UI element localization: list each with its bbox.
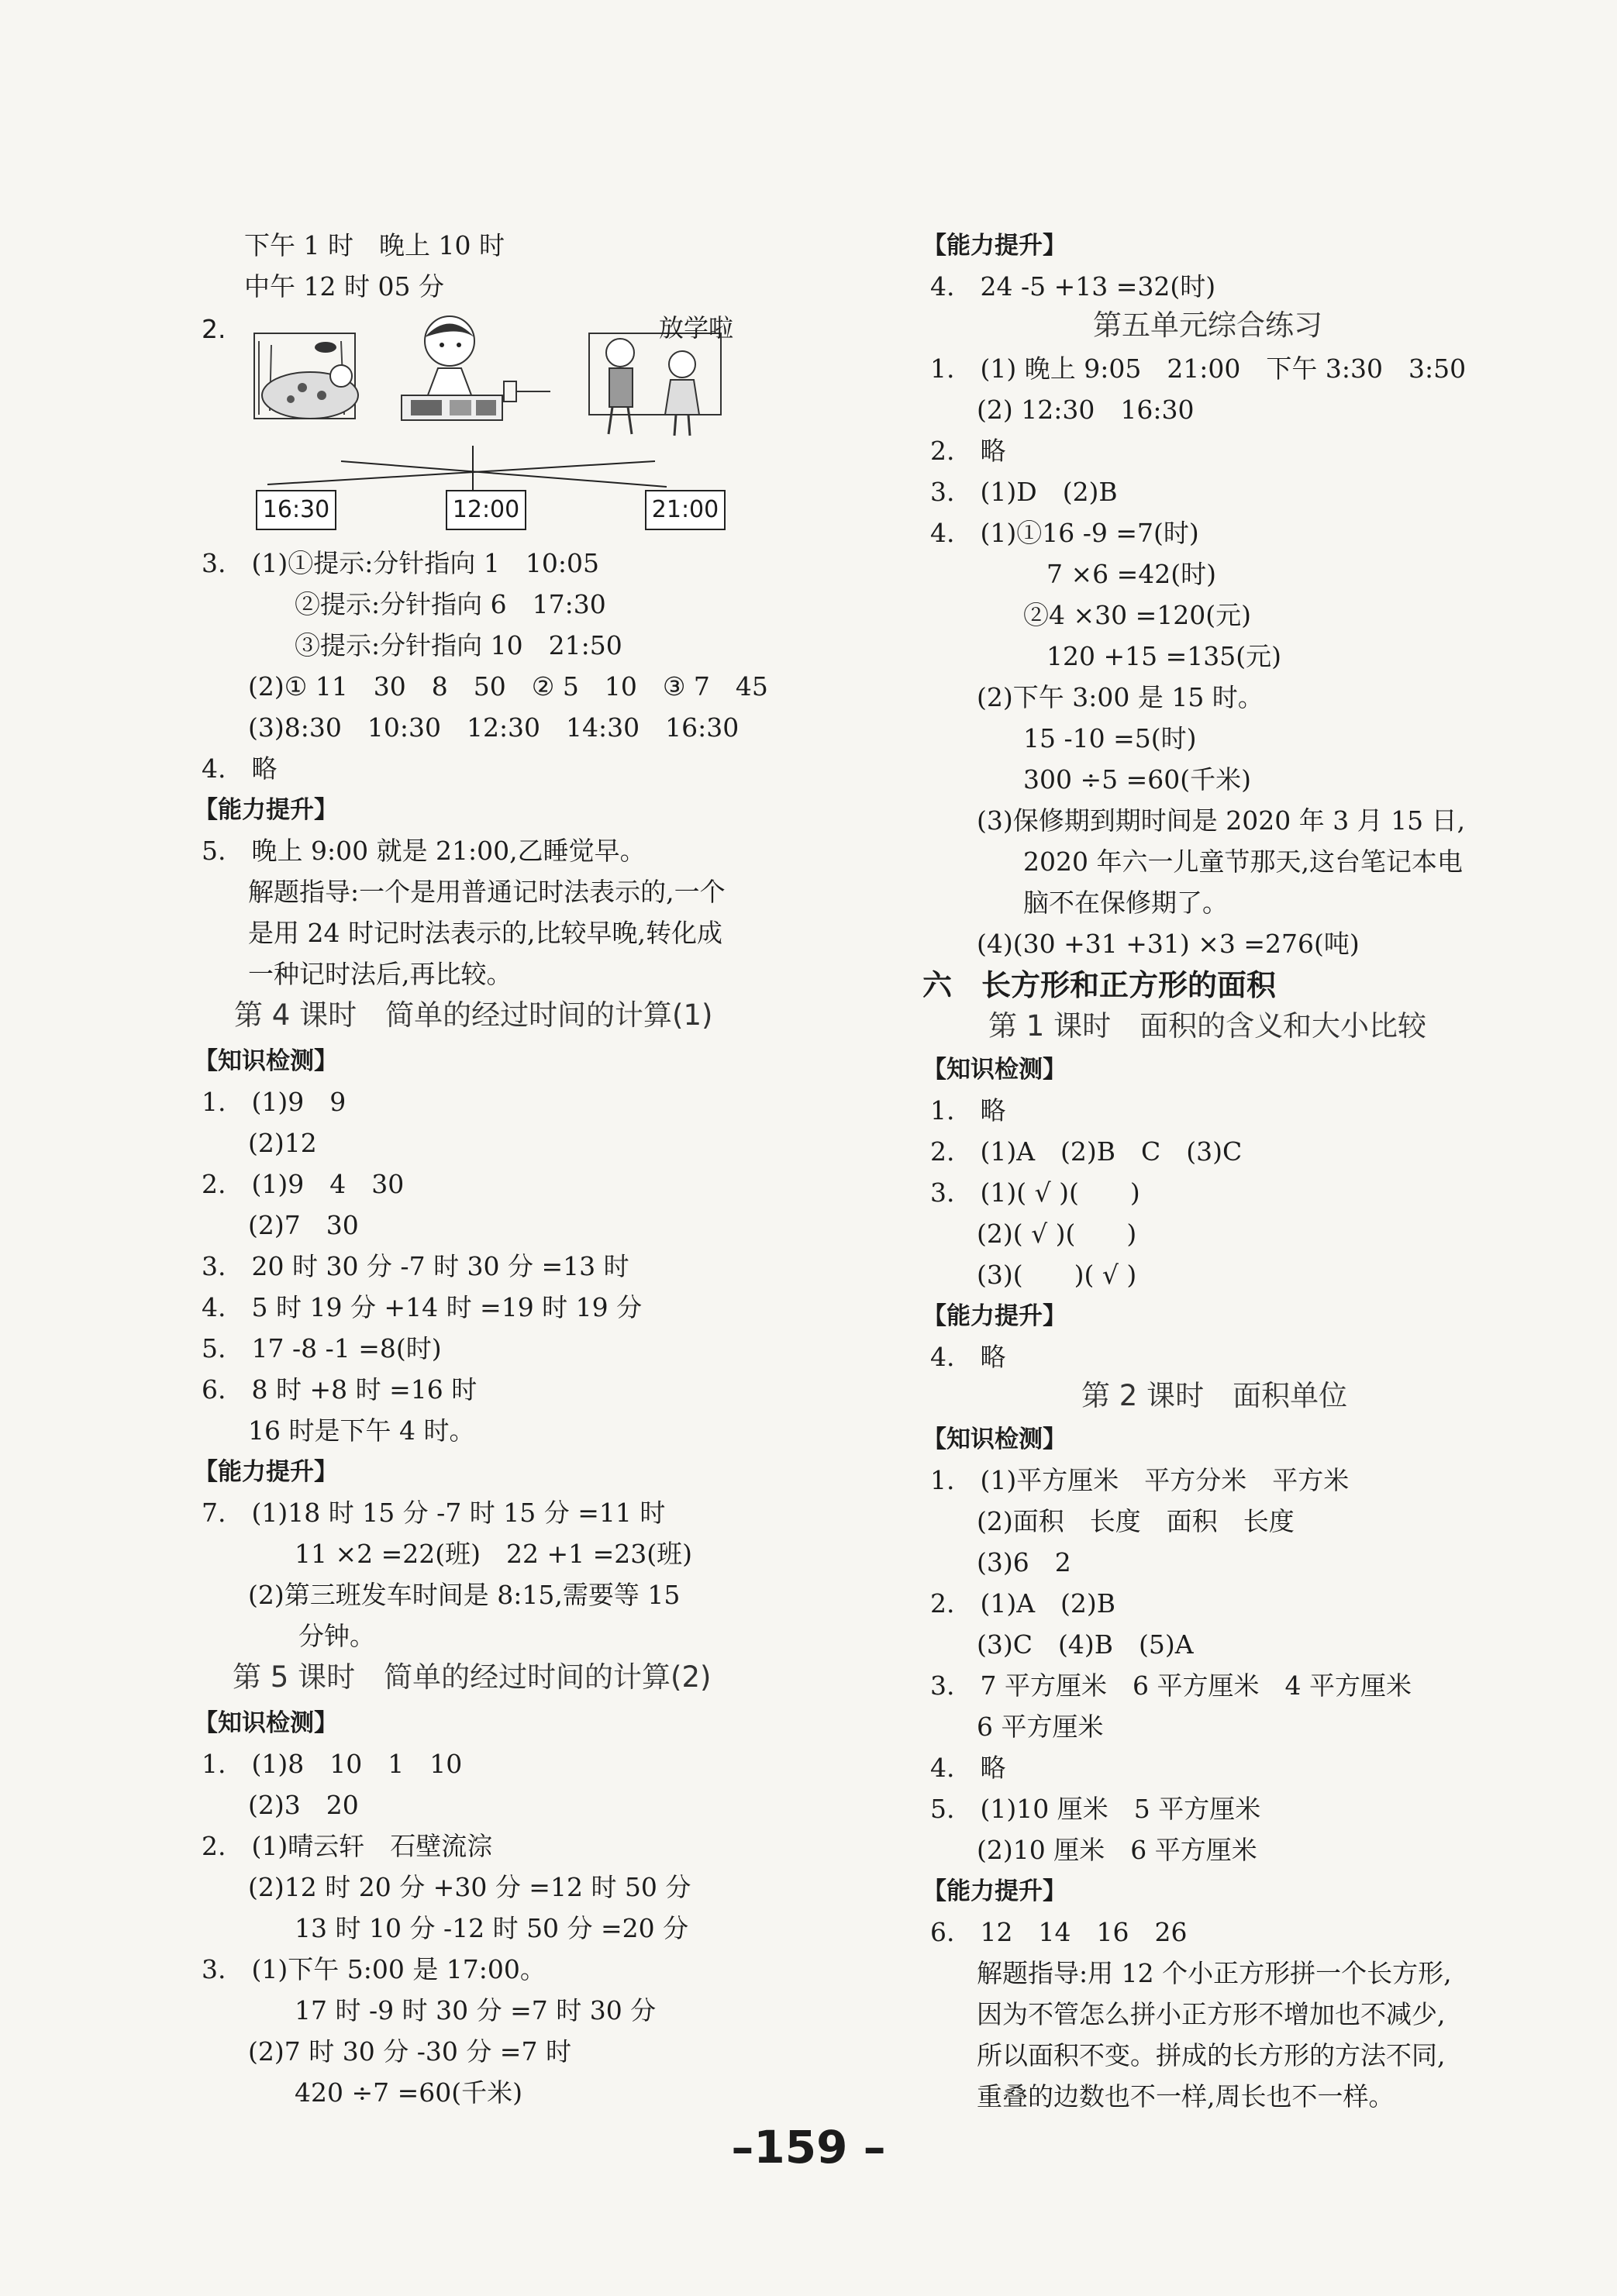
answer-line: (2)7 时 30 分 -30 分 =7 时 xyxy=(248,2036,571,2067)
time-box: 12:00 xyxy=(446,490,526,530)
answer-line: (4)(30 +31 +31) ×3 =276(吨) xyxy=(977,929,1360,959)
lesson-subheading: 第五单元综合练习 xyxy=(1093,309,1322,342)
answer-line: 4. 略 xyxy=(930,1342,1006,1372)
answer-line: 解题指导:一个是用普通记时法表示的,一个 xyxy=(248,877,726,907)
answer-line: 13 时 10 分 -12 时 50 分 =20 分 xyxy=(295,1913,689,1943)
answer-line: 5. 17 -8 -1 =8(时) xyxy=(202,1333,442,1363)
section-tag: 【能力提升】 xyxy=(922,232,1067,260)
lesson-subheading: 第 1 课时 面积的含义和大小比较 xyxy=(988,1009,1427,1043)
answer-line: 重叠的边数也不一样,周长也不一样。 xyxy=(977,2081,1395,2112)
answer-line: (2)12 xyxy=(248,1128,317,1158)
answer-line: 2020 年六一儿童节那天,这台笔记本电 xyxy=(1023,846,1463,877)
answer-line: 脑不在保修期了。 xyxy=(1023,888,1228,918)
answer-line: 是用 24 时记时法表示的,比较早晚,转化成 xyxy=(248,918,722,948)
answer-line: 3. 20 时 30 分 -7 时 30 分 =13 时 xyxy=(202,1251,629,1281)
answer-line: 4. 略 xyxy=(202,753,278,784)
answer-line: (2)3 20 xyxy=(248,1790,359,1820)
answer-line: 因为不管怎么拼小正方形不增加也不减少, xyxy=(977,1999,1446,2029)
section-tag: 【知识检测】 xyxy=(194,1709,338,1737)
answer-line: 3. (1)( √ )( ) xyxy=(930,1177,1140,1208)
answer-line: 4. 5 时 19 分 +14 时 =19 时 19 分 xyxy=(202,1292,643,1322)
answer-line: (2)① 11 30 8 50 ② 5 10 ③ 7 45 xyxy=(248,671,768,702)
answer-line: 4. 24 -5 +13 =32(时) xyxy=(930,271,1216,302)
time-box: 16:30 xyxy=(256,490,336,530)
answer-line: 4. 略 xyxy=(930,1753,1006,1783)
speech-bubble-text: 放学啦 xyxy=(659,313,734,343)
answer-line: (2)下午 3:00 是 15 时。 xyxy=(977,682,1264,712)
answer-line: (3)保修期到期时间是 2020 年 3 月 15 日, xyxy=(977,805,1466,836)
answer-line: 6. 8 时 +8 时 =16 时 xyxy=(202,1374,478,1405)
answer-line: (3)6 2 xyxy=(977,1547,1071,1577)
answer-line: 所以面积不变。拼成的长方形的方法不同, xyxy=(977,2040,1446,2070)
section-tag: 【知识检测】 xyxy=(922,1056,1067,1084)
section-tag: 【能力提升】 xyxy=(922,1877,1067,1905)
answer-line: 下午 1 时 晚上 10 时 xyxy=(244,230,505,260)
answer-line: 2. (1)9 4 30 xyxy=(202,1169,405,1199)
lesson-subheading: 第 4 课时 简单的经过时间的计算(1) xyxy=(234,998,713,1032)
question-number: 2. xyxy=(202,314,226,344)
answer-line: 300 ÷5 =60(千米) xyxy=(1023,764,1252,795)
after-school-children-picture xyxy=(589,333,721,436)
section-tag: 【知识检测】 xyxy=(922,1426,1067,1453)
answer-line: ②4 ×30 =120(元) xyxy=(1023,600,1252,630)
answer-line: 2. (1)晴云轩 石壁流淙 xyxy=(202,1831,493,1861)
lesson-subheading: 第 5 课时 简单的经过时间的计算(2) xyxy=(233,1660,712,1694)
answer-line: 6 平方厘米 xyxy=(977,1712,1104,1742)
answer-line: 5. 晚上 9:00 就是 21:00,乙睡觉早。 xyxy=(202,836,646,866)
answer-line: ③提示:分针指向 10 21:50 xyxy=(295,630,622,660)
answer-line: 15 -10 =5(时) xyxy=(1023,723,1197,753)
answer-line: 7. (1)18 时 15 分 -7 时 15 分 =11 时 xyxy=(202,1498,666,1528)
answer-line: 11 ×2 =22(班) 22 +1 =23(班) xyxy=(295,1539,693,1569)
answer-line: 3. 7 平方厘米 6 平方厘米 4 平方厘米 xyxy=(930,1670,1412,1701)
section-tag: 【能力提升】 xyxy=(194,1458,338,1486)
answer-line: 17 时 -9 时 30 分 =7 时 30 分 xyxy=(295,1995,657,2025)
answer-line: (2) 12:30 16:30 xyxy=(977,395,1195,425)
answer-line: 2. (1)A (2)B C (3)C xyxy=(930,1136,1243,1167)
section-tag: 【能力提升】 xyxy=(922,1302,1067,1330)
answer-line: 16 时是下午 4 时。 xyxy=(248,1415,475,1446)
answer-line: (2)7 30 xyxy=(248,1210,359,1240)
answer-line: 7 ×6 =42(时) xyxy=(1046,559,1217,589)
answer-line: (2)10 厘米 6 平方厘米 xyxy=(977,1835,1257,1865)
answer-line: (2)( √ )( ) xyxy=(977,1219,1137,1249)
answer-line: 4. (1)①16 -9 =7(时) xyxy=(930,518,1199,548)
answer-line: 一种记时法后,再比较。 xyxy=(248,959,512,989)
answer-line: 3. (1)①提示:分针指向 1 10:05 xyxy=(202,548,599,578)
eating-child-picture xyxy=(402,316,550,420)
answer-line: 1. (1)9 9 xyxy=(202,1087,346,1117)
answer-line: 2. 略 xyxy=(930,436,1006,466)
time-box: 21:00 xyxy=(645,490,726,530)
answer-line: (2)第三班发车时间是 8:15,需要等 15 xyxy=(248,1580,681,1610)
matching-lines xyxy=(267,446,667,490)
answer-line: 中午 12 时 05 分 xyxy=(244,271,444,302)
answer-line: (3)8:30 10:30 12:30 14:30 16:30 xyxy=(248,712,740,743)
answer-line: ②提示:分针指向 6 17:30 xyxy=(295,589,606,619)
sleeping-child-picture xyxy=(254,333,358,419)
unit-heading: 六 长方形和正方形的面积 xyxy=(922,968,1277,1002)
section-tag: 【能力提升】 xyxy=(194,796,338,824)
page-number: –159 – xyxy=(731,2121,886,2174)
answer-line: (3)( )( √ ) xyxy=(977,1260,1137,1290)
answer-line: (3)C (4)B (5)A xyxy=(977,1629,1194,1660)
answer-line: 420 ÷7 =60(千米) xyxy=(295,2077,523,2108)
lesson-subheading: 第 2 课时 面积单位 xyxy=(1081,1379,1348,1412)
answer-line: 分钟。 xyxy=(298,1621,375,1651)
answer-line: 2. (1)A (2)B xyxy=(930,1588,1116,1619)
answer-line: 3. (1)下午 5:00 是 17:00。 xyxy=(202,1954,546,1984)
answer-line: 6. 12 14 16 26 xyxy=(930,1917,1188,1947)
answer-line: 1. 略 xyxy=(930,1095,1006,1126)
answer-line: 1. (1) 晚上 9:05 21:00 下午 3:30 3:50 xyxy=(930,353,1467,384)
section-tag: 【知识检测】 xyxy=(194,1047,338,1075)
answer-line: (2)12 时 20 分 +30 分 =12 时 50 分 xyxy=(248,1872,691,1902)
answer-line: 1. (1)平方厘米 平方分米 平方米 xyxy=(930,1465,1350,1495)
answer-line: 5. (1)10 厘米 5 平方厘米 xyxy=(930,1794,1261,1824)
answer-line: 解题指导:用 12 个小正方形拼一个长方形, xyxy=(977,1958,1452,1988)
answer-line: (2)面积 长度 面积 长度 xyxy=(977,1506,1295,1536)
answer-line: 1. (1)8 10 1 10 xyxy=(202,1749,463,1779)
matching-illustration xyxy=(248,310,760,538)
answer-line: 120 +15 =135(元) xyxy=(1046,641,1281,671)
answer-line: 3. (1)D (2)B xyxy=(930,477,1118,507)
